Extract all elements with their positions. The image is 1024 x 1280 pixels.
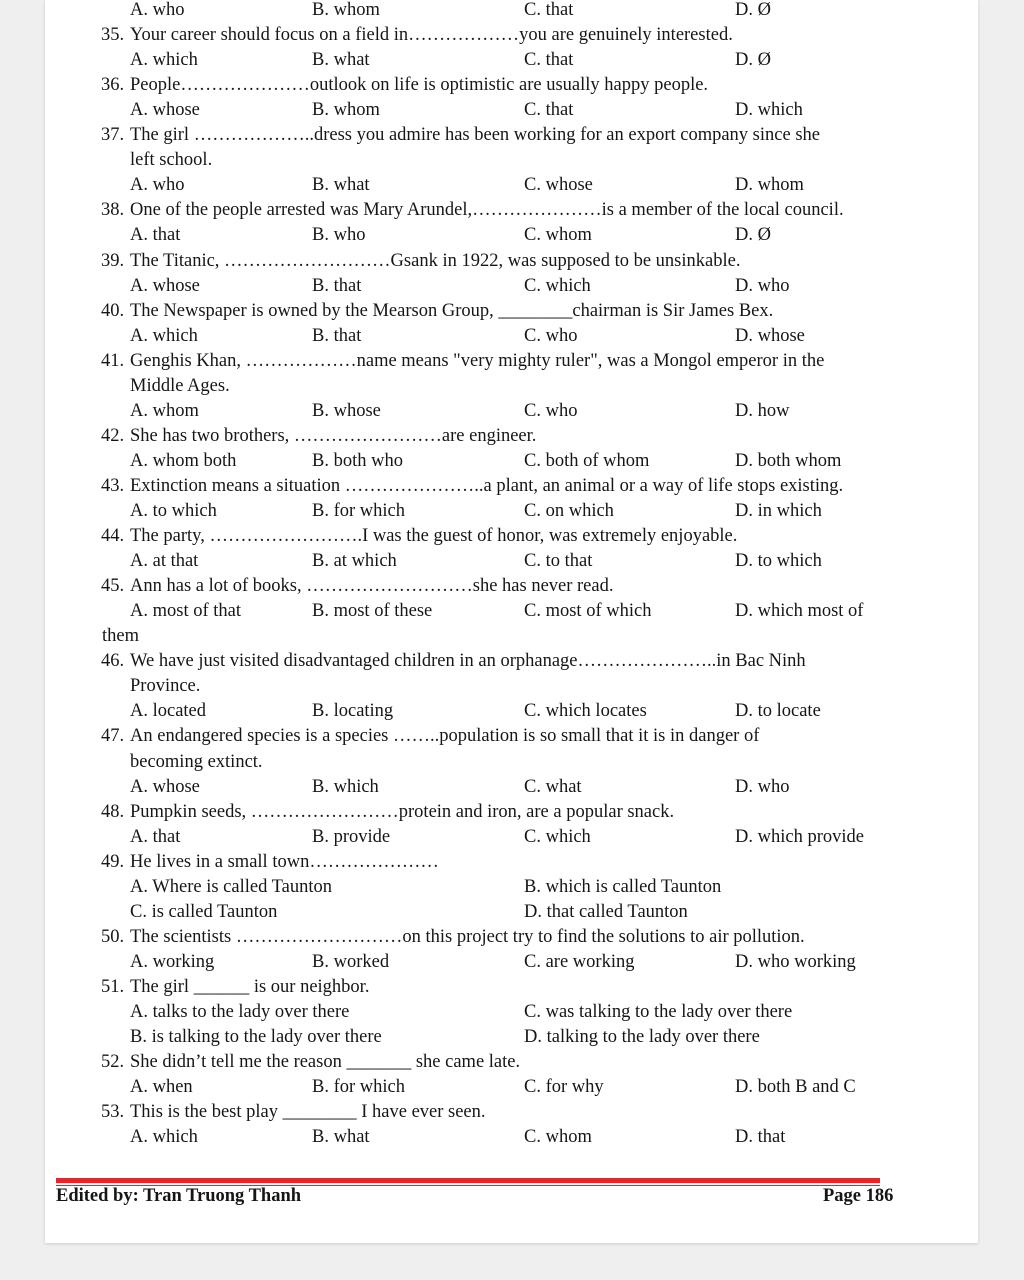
q46-option-a: A. located <box>130 701 207 722</box>
q42-options-row <box>45 449 978 474</box>
q48-option-a: A. that <box>130 826 181 847</box>
q36-options-row <box>45 98 978 123</box>
q50-number: 50. <box>101 926 125 947</box>
q45-text: Ann has a lot of books, ………………………she has never read. <box>130 576 614 597</box>
q35-option-b: B. what <box>312 50 370 71</box>
q44-text: The party, …………………….I was the guest of honor, was extremely enjoyable. <box>130 526 738 547</box>
q43-option-d: D. in which <box>735 501 822 521</box>
q47-stem <box>45 724 978 749</box>
q43-number: 43. <box>101 475 125 496</box>
q45-number: 45. <box>101 576 125 597</box>
q49-options-row-1 <box>45 875 978 900</box>
q40-option-c: C. who <box>524 325 578 346</box>
q52-number: 52. <box>101 1052 125 1073</box>
q39-option-b: B. that <box>312 275 362 296</box>
q38-stem <box>45 198 978 223</box>
q37-options-row <box>45 173 978 198</box>
q50-option-d: D. who working <box>735 951 856 972</box>
q44-options-row <box>45 549 978 574</box>
q49-option-a: A. Where is called Taunton <box>130 876 332 897</box>
q45-options-row <box>45 599 978 624</box>
q43-option-a: A. to which <box>130 501 217 521</box>
q46-option-c: C. which locates <box>524 701 647 722</box>
q34-option-b: B. whom <box>312 0 380 20</box>
q43-option-b: B. for which <box>312 501 405 521</box>
q37-text-continued: left school. <box>130 150 213 171</box>
q36-option-d: D. which <box>735 100 803 121</box>
q49-option-c: C. is called Taunton <box>130 901 278 922</box>
q48-options-row <box>45 825 978 850</box>
q44-option-a: A. at that <box>130 551 199 572</box>
q49-option-d: D. that called Taunton <box>524 901 688 922</box>
q53-text: This is the best play ________ I have ever seen. <box>130 1102 486 1123</box>
q45-stem <box>45 574 978 599</box>
q34-option-d: D. Ø <box>735 0 771 20</box>
q46-stem <box>45 649 978 674</box>
q44-option-d: D. to which <box>735 551 822 572</box>
q41-option-d: D. how <box>735 400 790 421</box>
q39-options-row <box>45 274 978 299</box>
q53-option-b: B. what <box>312 1127 370 1148</box>
q36-stem <box>45 73 978 98</box>
q38-option-d: D. Ø <box>735 225 771 246</box>
q36-number: 36. <box>101 75 125 96</box>
q37-option-b: B. what <box>312 175 370 196</box>
q38-text: One of the people arrested was Mary Arundel,…………………is a member of the local council. <box>130 200 844 221</box>
q46-text-continued: Province. <box>130 676 201 697</box>
q41-number: 41. <box>101 350 125 371</box>
q49-stem <box>45 850 978 875</box>
q51-stem <box>45 975 978 1000</box>
q45-option-a: A. most of that <box>130 601 241 622</box>
q45-option-c: C. most of which <box>524 601 652 622</box>
q34-options-row <box>45 0 978 23</box>
q45-option-b: B. most of these <box>312 601 433 622</box>
q46-number: 46. <box>101 651 125 672</box>
q46-options-row <box>45 699 978 724</box>
q51-options-row-2 <box>45 1025 978 1050</box>
q47-number: 47. <box>101 726 125 747</box>
q35-stem <box>45 23 978 48</box>
q41-options-row <box>45 399 978 424</box>
q41-text: Genghis Khan, ………………name means "very mighty ruler", was a Mongol emperor in the <box>130 350 825 371</box>
q53-option-c: C. whom <box>524 1127 592 1148</box>
q37-number: 37. <box>101 125 125 146</box>
q48-number: 48. <box>101 801 125 822</box>
q41-stem <box>45 349 978 374</box>
q43-text: Extinction means a situation …………………..a plant, an animal or a way of life stops existing. <box>130 475 844 496</box>
q43-option-c: C. on which <box>524 501 614 521</box>
q50-stem <box>45 925 978 950</box>
q51-option-c: C. was talking to the lady over there <box>524 1002 793 1022</box>
q41-option-c: C. who <box>524 400 578 421</box>
q34-option-a: A. who <box>130 0 185 20</box>
q39-option-a: A. whose <box>130 275 200 296</box>
q38-option-c: C. whom <box>524 225 592 246</box>
q46-option-d: D. to locate <box>735 701 821 722</box>
q50-option-b: B. worked <box>312 951 390 972</box>
q51-option-d: D. talking to the lady over there <box>524 1027 760 1048</box>
q44-option-b: B. at which <box>312 551 397 572</box>
q38-option-b: B. who <box>312 225 366 246</box>
q52-option-a: A. when <box>130 1077 193 1098</box>
q47-option-a: A. whose <box>130 776 200 797</box>
q42-option-b: B. both who <box>312 450 403 471</box>
q37-option-d: D. whom <box>735 175 804 196</box>
q48-option-c: C. which <box>524 826 591 847</box>
q51-option-a: A. talks to the lady over there <box>130 1002 350 1022</box>
q46-text: We have just visited disadvantaged children in an orphanage…………………..in Bac Ninh <box>130 651 806 672</box>
q37-stem-continued <box>45 148 978 173</box>
q41-option-b: B. whose <box>312 400 381 421</box>
q49-number: 49. <box>101 851 125 872</box>
q46-option-b: B. locating <box>312 701 394 722</box>
q40-option-d: D. whose <box>735 325 805 346</box>
q52-option-b: B. for which <box>312 1077 405 1098</box>
q37-option-c: C. whose <box>524 175 593 196</box>
q39-option-d: D. who <box>735 275 790 296</box>
q51-text: The girl ______ is our neighbor. <box>130 976 370 997</box>
q36-text: People…………………outlook on life is optimistic are usually happy people. <box>130 75 709 96</box>
q45-option-d-continued: them <box>102 626 139 647</box>
q39-option-c: C. which <box>524 275 591 296</box>
q37-text: The girl ………………..dress you admire has been working for an export company since she <box>130 125 820 146</box>
q35-option-a: A. which <box>130 50 198 71</box>
q42-number: 42. <box>101 425 125 446</box>
q47-text-continued: becoming extinct. <box>130 751 263 772</box>
q52-stem <box>45 1050 978 1075</box>
q40-option-a: A. which <box>130 325 198 346</box>
q40-text: The Newspaper is owned by the Mearson Group, ________chairman is Sir James Bex. <box>130 300 774 321</box>
q40-stem <box>45 299 978 324</box>
q35-number: 35. <box>101 25 125 46</box>
q46-stem-continued <box>45 674 978 699</box>
q36-option-a: A. whose <box>130 100 200 121</box>
q53-stem <box>45 1100 978 1125</box>
q41-stem-continued <box>45 374 978 399</box>
q50-option-c: C. are working <box>524 951 635 972</box>
q49-option-b: B. which is called Taunton <box>524 876 722 897</box>
q52-options-row <box>45 1075 978 1100</box>
q42-option-d: D. both whom <box>735 450 842 471</box>
q53-option-d: D. that <box>735 1127 786 1148</box>
q47-option-b: B. which <box>312 776 379 797</box>
q52-option-d: D. both B and C <box>735 1077 856 1098</box>
q44-option-c: C. to that <box>524 551 593 572</box>
q43-stem <box>45 474 978 499</box>
q47-option-c: C. what <box>524 776 582 797</box>
q38-option-a: A. that <box>130 225 181 246</box>
q47-options-row <box>45 775 978 800</box>
q34-option-c: C. that <box>524 0 574 20</box>
q42-text: She has two brothers, ……………………are engineer. <box>130 425 537 446</box>
q50-option-a: A. working <box>130 951 215 972</box>
q36-option-b: B. whom <box>312 100 380 121</box>
q40-options-row <box>45 324 978 349</box>
q45-option-d: D. which most of <box>735 601 864 622</box>
q48-option-b: B. provide <box>312 826 391 847</box>
q35-option-c: C. that <box>524 50 574 71</box>
q36-option-c: C. that <box>524 100 574 121</box>
q50-options-row <box>45 950 978 975</box>
q42-option-c: C. both of whom <box>524 450 650 471</box>
q48-stem <box>45 800 978 825</box>
q48-text: Pumpkin seeds, ……………………protein and iron, are a popular snack. <box>130 801 675 822</box>
q41-option-a: A. whom <box>130 400 199 421</box>
q50-text: The scientists ………………………on this project try to find the solutions to air pollution. <box>130 926 805 947</box>
q53-options-row <box>45 1125 978 1150</box>
q35-text: Your career should focus on a field in………………you are genuinely interested. <box>130 25 733 46</box>
q35-option-d: D. Ø <box>735 50 771 71</box>
q51-options-row-1 <box>45 1000 978 1025</box>
q37-stem <box>45 123 978 148</box>
q53-option-a: A. which <box>130 1127 198 1148</box>
q52-text: She didn’t tell me the reason _______ she came late. <box>130 1052 521 1073</box>
q40-number: 40. <box>101 300 125 321</box>
q42-stem <box>45 424 978 449</box>
q39-number: 39. <box>101 250 125 271</box>
q48-option-d: D. which provide <box>735 826 864 847</box>
q52-option-c: C. for why <box>524 1077 604 1098</box>
q41-text-continued: Middle Ages. <box>130 375 230 396</box>
footer-divider <box>56 1178 880 1186</box>
q35-options-row <box>45 48 978 73</box>
q47-text: An endangered species is a species ……..population is so small that it is in danger of <box>130 726 760 747</box>
q44-stem <box>45 524 978 549</box>
q51-number: 51. <box>101 976 125 997</box>
document-page <box>45 0 978 1243</box>
q53-number: 53. <box>101 1102 125 1123</box>
q47-stem-continued <box>45 750 978 775</box>
q49-text: He lives in a small town………………… <box>130 851 439 872</box>
q43-options-row <box>45 499 978 524</box>
q39-stem <box>45 249 978 274</box>
q44-number: 44. <box>101 526 125 547</box>
q37-option-a: A. who <box>130 175 185 196</box>
q38-options-row <box>45 223 978 248</box>
footer-editor: Edited by: Tran Truong Thanh <box>56 1186 302 1206</box>
q39-text: The Titanic, ………………………Gsank in 1922, was supposed to be unsinkable. <box>130 250 741 271</box>
q51-option-b: B. is talking to the lady over there <box>130 1027 382 1048</box>
q38-number: 38. <box>101 200 125 221</box>
q49-options-row-2 <box>45 900 978 925</box>
q47-option-d: D. who <box>735 776 790 797</box>
q42-option-a: A. whom both <box>130 450 237 471</box>
footer-page-number: Page 186 <box>823 1186 894 1206</box>
q40-option-b: B. that <box>312 325 362 346</box>
q45-option-wrap <box>45 624 978 649</box>
